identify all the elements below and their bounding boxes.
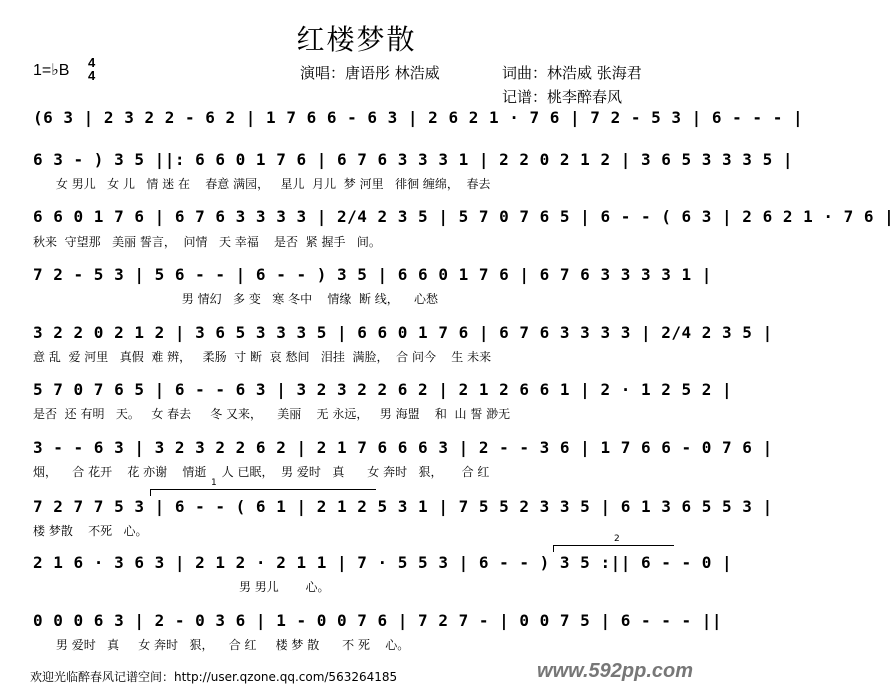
transcriber-credit: 记谱：桃李醉春风	[502, 88, 623, 106]
meter-bottom: 4	[88, 68, 96, 83]
notes-line-5: 3 2 2 0 2 1 2 | 3 6 5 3 3 3 5 | 6 6 0 1 7 6 | 6 7 6 3 3 3 3 | 2/4 2 3 5 |	[33, 323, 773, 342]
lyrics-line-5: 意 乱 爱 河里 真假 难 辨， 柔肠 寸 断 哀 愁间 泪挂 满脸， 合 问今 生 未来	[33, 350, 492, 364]
volta-bracket-1	[150, 478, 376, 496]
watermark-site: www.592pp.com	[537, 660, 693, 682]
singers-credit: 演唱：唐语彤 林浩威	[300, 64, 440, 82]
lyrics-line-9: 男 男儿 心。	[33, 580, 330, 594]
volta-number-2: 2	[614, 534, 620, 544]
key-signature: 1=♭B	[33, 62, 70, 79]
lyrics-line-10: 男 爱时 真 女 奔时 狠， 合 红 楼 梦 散 不 死 心。	[33, 638, 410, 652]
volta-bracket-2	[553, 534, 674, 552]
footer-url: 欢迎光临醉春风记谱空间：http://user.qzone.qq.com/563264185	[30, 670, 398, 684]
notes-line-10: 0 0 0 6 3 | 2 - 0 3 6 | 1 - 0 0 7 6 | 7 2 7 - | 0 0 7 5 | 6 - - - ||	[33, 611, 723, 630]
lyrics-line-8: 楼 梦散 不死 心。	[33, 524, 148, 538]
lyrics-line-3: 秋来 守望那 美丽 誓言， 问情 天 幸福 是否 紧 握手 间。	[33, 235, 381, 249]
lyrics-line-6: 是否 还 有明 天。 女 春去 冬 又来， 美丽 无 永远， 男 海盟 和 山 誓 渺无	[33, 407, 511, 421]
composers-credit: 词曲：林浩威 张海君	[502, 64, 642, 82]
notes-line-3: 6 6 0 1 7 6 | 6 7 6 3 3 3 3 | 2/4 2 3 5 | 5 7 0 7 6 5 | 6 - - ( 6 3 | 2 6 2 1 · 7 6 |	[33, 207, 894, 226]
meter-top: 4	[88, 55, 96, 70]
notes-line-4: 7 2 - 5 3 | 5 6 - - | 6 - - ) 3 5 | 6 6 0 1 7 6 | 6 7 6 3 3 3 3 1 |	[33, 265, 712, 284]
notes-line-2: 6 3 - ) 3 5 ||: 6 6 0 1 7 6 | 6 7 6 3 3 3 1 | 2 2 0 2 1 2 | 3 6 5 3 3 3 5 |	[33, 150, 793, 169]
notes-line-8: 7 2 7 7 5 3 | 6 - - ( 6 1 | 2 1 2 5 3 1 | 7 5 5 2 3 3 5 | 6 1 3 6 5 5 3 |	[33, 497, 773, 516]
notes-line-7: 3 - - 6 3 | 3 2 3 2 2 6 2 | 2 1 7 6 6 6 3 | 2 - - 3 6 | 1 7 6 6 - 0 7 6 |	[33, 438, 773, 457]
lyrics-line-4: 男 情幻 多 变 寒 冬中 情缘 断 线， 心愁	[33, 292, 439, 306]
volta-number-1: 1	[211, 478, 217, 488]
notes-line-9: 2 1 6 · 3 6 3 | 2 1 2 · 2 1 1 | 7 · 5 5 3 | 6 - - ) 3 5 :|| 6 - - 0 |	[33, 553, 733, 572]
notes-line-6: 5 7 0 7 6 5 | 6 - - 6 3 | 3 2 3 2 2 6 2 | 2 1 2 6 6 1 | 2 · 1 2 5 2 |	[33, 380, 733, 399]
lyrics-line-7: 烟， 合 花开 花 亦谢 情逝 人 已眠， 男 爱时 真 女 奔时 狠， 合 红	[33, 465, 490, 479]
song-title: 红楼梦散	[296, 23, 417, 56]
notes-line-1: (6 3 | 2 3 2 2 - 6 2 | 1 7 6 6 - 6 3 | 2 6 2 1 · 7 6 | 7 2 - 5 3 | 6 - - - |	[33, 108, 804, 127]
lyrics-line-2: 女 男儿 女 儿 情 迷 在 春意 满园， 星儿 月儿 梦 河里 徘徊 缠绵， 春去	[33, 177, 491, 191]
time-signature	[88, 56, 95, 82]
